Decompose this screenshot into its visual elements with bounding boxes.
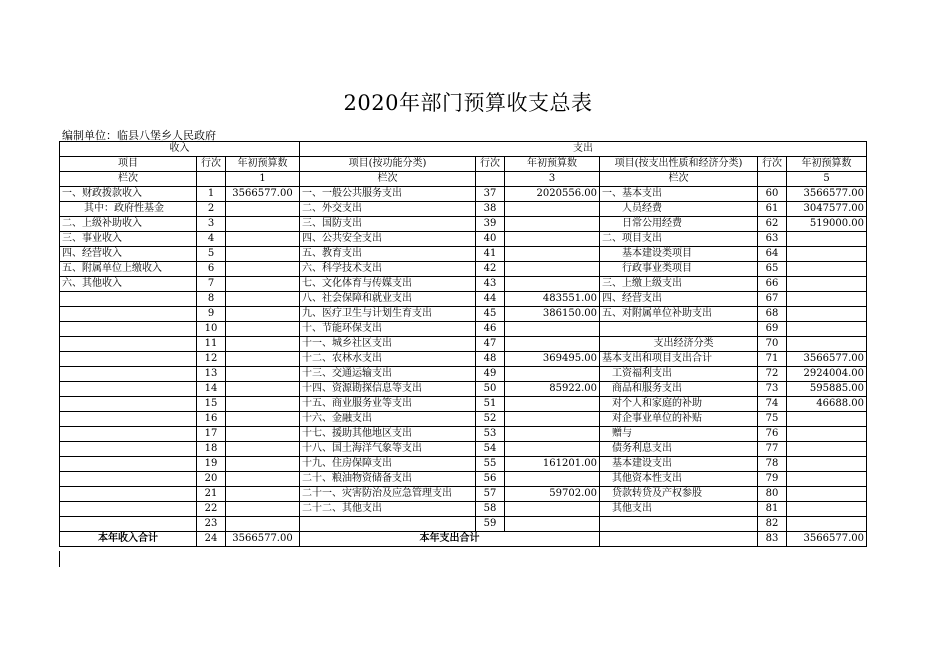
function-amount [505, 427, 600, 442]
economic-row-no: 60 [758, 187, 787, 202]
function-item: 十六、金融支出 [300, 412, 476, 427]
function-amount: 161201.00 [505, 457, 600, 472]
function-row-no: 57 [476, 487, 505, 502]
economic-item: 二、项目支出 [600, 232, 758, 247]
income-amount [226, 307, 300, 322]
economic-row-no: 77 [758, 442, 787, 457]
economic-amount [787, 277, 867, 292]
table-row [60, 307, 867, 322]
economic-item: 基本建设支出 [600, 457, 758, 472]
col-label: 栏次 [300, 172, 476, 187]
function-row-no: 58 [476, 502, 505, 517]
function-item: 十九、住房保障支出 [300, 457, 476, 472]
function-row-no: 54 [476, 442, 505, 457]
function-item: 十八、国土海洋气象等支出 [300, 442, 476, 457]
income-item [60, 397, 197, 412]
expense-section-header: 支出 [300, 142, 867, 157]
function-row-no: 37 [476, 187, 505, 202]
function-amount [505, 247, 600, 262]
function-row-no: 59 [476, 517, 505, 532]
income-item: 三、事业收入 [60, 232, 197, 247]
table-row [60, 487, 867, 502]
function-item: 十七、援助其他地区支出 [300, 427, 476, 442]
economic-amount: 2924004.00 [787, 367, 867, 382]
income-item [60, 382, 197, 397]
economic-item: 支出经济分类 [600, 337, 758, 352]
economic-amount: 519000.00 [787, 217, 867, 232]
economic-item: 三、上缴上级支出 [600, 277, 758, 292]
empty-cell [476, 172, 505, 187]
economic-item: 基本支出和项目支出合计 [600, 352, 758, 367]
function-item: 十五、商业服务业等支出 [300, 397, 476, 412]
header-row-no: 行次 [476, 157, 505, 172]
function-row-no: 52 [476, 412, 505, 427]
income-row-no: 15 [197, 397, 226, 412]
function-amount: 59702.00 [505, 487, 600, 502]
table-row [60, 187, 867, 202]
income-amount [226, 337, 300, 352]
table-row [60, 367, 867, 382]
function-row-no: 40 [476, 232, 505, 247]
function-amount [505, 517, 600, 532]
function-amount [505, 202, 600, 217]
income-item [60, 307, 197, 322]
income-row-no: 19 [197, 457, 226, 472]
function-item: 八、社会保障和就业支出 [300, 292, 476, 307]
function-row-no: 51 [476, 397, 505, 412]
income-total-amount: 3566577.00 [226, 532, 300, 547]
function-item: 二十一、灾害防治及应急管理支出 [300, 487, 476, 502]
income-item [60, 472, 197, 487]
economic-amount [787, 517, 867, 532]
economic-amount [787, 502, 867, 517]
function-row-no: 50 [476, 382, 505, 397]
col-label: 栏次 [600, 172, 758, 187]
expense-total-row-no: 83 [758, 532, 787, 547]
function-amount: 386150.00 [505, 307, 600, 322]
table-row [60, 472, 867, 487]
function-row-no: 44 [476, 292, 505, 307]
income-item: 五、附属单位上缴收入 [60, 262, 197, 277]
table-row [60, 457, 867, 472]
table-row [60, 292, 867, 307]
economic-row-no: 81 [758, 502, 787, 517]
income-amount [226, 352, 300, 367]
function-item: 二、外交支出 [300, 202, 476, 217]
income-amount [226, 397, 300, 412]
unit-label: 编制单位：临县八堡乡人民政府 [62, 129, 216, 142]
empty-cell [758, 172, 787, 187]
income-amount [226, 262, 300, 277]
table-row [60, 412, 867, 427]
income-row-no: 23 [197, 517, 226, 532]
economic-amount [787, 292, 867, 307]
header-item: 项目 [60, 157, 197, 172]
function-amount [505, 412, 600, 427]
table-row [60, 382, 867, 397]
income-total-label: 本年收入合计 [60, 532, 197, 547]
economic-row-no: 78 [758, 457, 787, 472]
economic-row-no: 66 [758, 277, 787, 292]
economic-row-no: 64 [758, 247, 787, 262]
function-row-no: 49 [476, 367, 505, 382]
economic-row-no: 75 [758, 412, 787, 427]
function-amount [505, 472, 600, 487]
economic-item: 对个人和家庭的补助 [600, 397, 758, 412]
function-row-no: 47 [476, 337, 505, 352]
income-row-no: 16 [197, 412, 226, 427]
table-row [60, 202, 867, 217]
page-title: 2020年部门预算收支总表 [343, 91, 593, 115]
function-item: 五、教育支出 [300, 247, 476, 262]
function-item: 二十二、其他支出 [300, 502, 476, 517]
table-row [60, 352, 867, 367]
function-row-no: 56 [476, 472, 505, 487]
economic-row-no: 65 [758, 262, 787, 277]
expense-total-amount: 3566577.00 [787, 532, 867, 547]
income-item [60, 412, 197, 427]
function-amount [505, 322, 600, 337]
income-row-no: 12 [197, 352, 226, 367]
function-item: 十二、农林水支出 [300, 352, 476, 367]
income-amount [226, 472, 300, 487]
economic-row-no: 71 [758, 352, 787, 367]
header-budget: 年初预算数 [226, 157, 300, 172]
income-item [60, 322, 197, 337]
income-item [60, 442, 197, 457]
column-number-row [60, 172, 867, 187]
function-row-no: 48 [476, 352, 505, 367]
income-row-no: 11 [197, 337, 226, 352]
economic-row-no: 80 [758, 487, 787, 502]
income-row-no: 2 [197, 202, 226, 217]
header-econ-item: 项目(按支出性质和经济分类) [600, 157, 758, 172]
income-amount [226, 382, 300, 397]
economic-amount [787, 457, 867, 472]
income-item [60, 427, 197, 442]
function-item: 十三、交通运输支出 [300, 367, 476, 382]
function-amount: 85922.00 [505, 382, 600, 397]
income-amount [226, 487, 300, 502]
function-amount: 2020556.00 [505, 187, 600, 202]
function-amount [505, 232, 600, 247]
table-row [60, 397, 867, 412]
income-amount [226, 247, 300, 262]
function-amount [505, 367, 600, 382]
col-label: 栏次 [60, 172, 197, 187]
income-row-no: 18 [197, 442, 226, 457]
income-row-no: 4 [197, 232, 226, 247]
function-row-no: 43 [476, 277, 505, 292]
income-amount [226, 322, 300, 337]
income-row-no: 5 [197, 247, 226, 262]
table-row [60, 322, 867, 337]
function-item: 六、科学技术支出 [300, 262, 476, 277]
function-item: 七、文化体育与传媒支出 [300, 277, 476, 292]
economic-amount [787, 232, 867, 247]
income-row-no: 20 [197, 472, 226, 487]
economic-amount: 595885.00 [787, 382, 867, 397]
economic-item: 五、对附属单位补助支出 [600, 307, 758, 322]
economic-amount [787, 487, 867, 502]
economic-amount [787, 427, 867, 442]
income-section-header: 收入 [60, 142, 300, 157]
header-func-item: 项目(按功能分类) [300, 157, 476, 172]
income-row-no: 7 [197, 277, 226, 292]
economic-row-no: 63 [758, 232, 787, 247]
economic-amount [787, 247, 867, 262]
economic-amount: 46688.00 [787, 397, 867, 412]
income-row-no: 17 [197, 427, 226, 442]
economic-row-no: 73 [758, 382, 787, 397]
income-row-no: 3 [197, 217, 226, 232]
function-item: 一、一般公共服务支出 [300, 187, 476, 202]
header-budget: 年初预算数 [505, 157, 600, 172]
function-amount: 369495.00 [505, 352, 600, 367]
income-row-no: 14 [197, 382, 226, 397]
header-budget: 年初预算数 [787, 157, 867, 172]
table-row [60, 442, 867, 457]
income-amount [226, 277, 300, 292]
function-row-no: 42 [476, 262, 505, 277]
table-left-edge [59, 551, 60, 567]
income-amount [226, 502, 300, 517]
economic-item: 四、经营支出 [600, 292, 758, 307]
economic-amount [787, 337, 867, 352]
income-item [60, 517, 197, 532]
economic-amount [787, 307, 867, 322]
budget-table [59, 141, 867, 547]
function-amount [505, 442, 600, 457]
income-row-no: 1 [197, 187, 226, 202]
economic-row-no: 76 [758, 427, 787, 442]
function-item: 三、国防支出 [300, 217, 476, 232]
economic-amount: 3566577.00 [787, 352, 867, 367]
table-row [60, 517, 867, 532]
income-amount [226, 442, 300, 457]
expense-total-label: 本年支出合计 [300, 532, 600, 547]
economic-amount: 3566577.00 [787, 187, 867, 202]
table-row [60, 232, 867, 247]
header-row-no: 行次 [197, 157, 226, 172]
economic-row-no: 70 [758, 337, 787, 352]
function-item: 二十、粮油物资储备支出 [300, 472, 476, 487]
table-row [60, 502, 867, 517]
function-amount [505, 277, 600, 292]
income-amount [226, 217, 300, 232]
economic-row-no: 74 [758, 397, 787, 412]
income-amount: 3566577.00 [226, 187, 300, 202]
economic-row-no: 62 [758, 217, 787, 232]
total-row [60, 532, 867, 547]
economic-row-no: 67 [758, 292, 787, 307]
economic-row-no: 69 [758, 322, 787, 337]
table-row [60, 337, 867, 352]
empty-cell [197, 172, 226, 187]
economic-row-no: 79 [758, 472, 787, 487]
income-amount [226, 232, 300, 247]
column-header-row [60, 157, 867, 172]
economic-item [600, 517, 758, 532]
income-item [60, 487, 197, 502]
table-row [60, 277, 867, 292]
income-item: 二、上级补助收入 [60, 217, 197, 232]
income-item: 六、其他收入 [60, 277, 197, 292]
economic-amount [787, 412, 867, 427]
economic-item: 人员经费 [600, 202, 758, 217]
function-row-no: 53 [476, 427, 505, 442]
function-item: 十一、城乡社区支出 [300, 337, 476, 352]
income-item [60, 352, 197, 367]
economic-amount: 3047577.00 [787, 202, 867, 217]
table-row [60, 247, 867, 262]
section-header-row [60, 142, 867, 157]
economic-item: 工资福利支出 [600, 367, 758, 382]
col-num: 3 [505, 172, 600, 187]
income-row-no: 22 [197, 502, 226, 517]
economic-amount [787, 322, 867, 337]
function-row-no: 41 [476, 247, 505, 262]
function-amount [505, 337, 600, 352]
function-amount [505, 217, 600, 232]
income-amount [226, 292, 300, 307]
economic-item [600, 322, 758, 337]
income-item: 四、经营收入 [60, 247, 197, 262]
economic-item: 其他资本性支出 [600, 472, 758, 487]
function-row-no: 38 [476, 202, 505, 217]
income-amount [226, 517, 300, 532]
income-amount [226, 202, 300, 217]
economic-row-no: 61 [758, 202, 787, 217]
income-total-row-no: 24 [197, 532, 226, 547]
function-item: 十、节能环保支出 [300, 322, 476, 337]
function-row-no: 55 [476, 457, 505, 472]
table-row [60, 262, 867, 277]
col-num: 5 [787, 172, 867, 187]
economic-amount [787, 442, 867, 457]
income-row-no: 6 [197, 262, 226, 277]
economic-amount [787, 472, 867, 487]
table-row [60, 217, 867, 232]
economic-item: 债务利息支出 [600, 442, 758, 457]
empty-cell [600, 532, 758, 547]
income-amount [226, 457, 300, 472]
economic-item: 商品和服务支出 [600, 382, 758, 397]
function-row-no: 39 [476, 217, 505, 232]
income-row-no: 13 [197, 367, 226, 382]
economic-row-no: 72 [758, 367, 787, 382]
function-item [300, 517, 476, 532]
function-amount: 483551.00 [505, 292, 600, 307]
economic-item: 其他支出 [600, 502, 758, 517]
economic-item: 行政事业类项目 [600, 262, 758, 277]
economic-item: 贷款转贷及产权参股 [600, 487, 758, 502]
income-item [60, 367, 197, 382]
economic-row-no: 68 [758, 307, 787, 322]
function-row-no: 46 [476, 322, 505, 337]
income-amount [226, 367, 300, 382]
income-item [60, 337, 197, 352]
economic-item: 一、基本支出 [600, 187, 758, 202]
income-item [60, 502, 197, 517]
income-row-no: 8 [197, 292, 226, 307]
table-row [60, 427, 867, 442]
income-item: 其中：政府性基金 [60, 202, 197, 217]
income-row-no: 21 [197, 487, 226, 502]
economic-row-no: 82 [758, 517, 787, 532]
income-row-no: 10 [197, 322, 226, 337]
income-row-no: 9 [197, 307, 226, 322]
economic-item: 对企事业单位的补贴 [600, 412, 758, 427]
header-row-no: 行次 [758, 157, 787, 172]
economic-amount [787, 262, 867, 277]
income-item [60, 457, 197, 472]
income-amount [226, 412, 300, 427]
function-item: 九、医疗卫生与计划生育支出 [300, 307, 476, 322]
economic-item: 赠与 [600, 427, 758, 442]
col-num: 1 [226, 172, 300, 187]
function-amount [505, 502, 600, 517]
economic-item: 基本建设类项目 [600, 247, 758, 262]
income-item [60, 292, 197, 307]
income-amount [226, 427, 300, 442]
economic-item: 日常公用经费 [600, 217, 758, 232]
income-item: 一、财政拨款收入 [60, 187, 197, 202]
function-amount [505, 262, 600, 277]
function-row-no: 45 [476, 307, 505, 322]
function-item: 四、公共安全支出 [300, 232, 476, 247]
function-item: 十四、资源勘探信息等支出 [300, 382, 476, 397]
function-amount [505, 397, 600, 412]
